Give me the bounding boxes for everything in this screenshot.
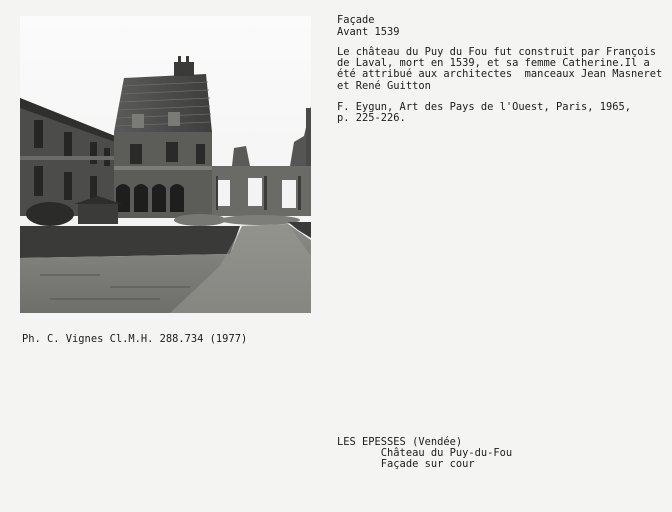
location-line: LES EPESSES (Vendée) <box>337 436 463 448</box>
location-line: Château du Puy-du-Fou <box>337 447 513 460</box>
description-line: de Laval, mort en 1539, et sa femme Catherine.Il a <box>337 57 650 70</box>
photo-drawing <box>20 16 311 313</box>
location-line: Façade sur cour <box>337 458 475 471</box>
location-block <box>337 437 512 471</box>
description-line: et René Guitton <box>337 79 431 92</box>
description-line: été attribué aux architectes manceaux Jean Masneret <box>337 68 663 81</box>
record-date: Avant 1539 <box>337 26 400 38</box>
description-block <box>337 47 662 92</box>
bibliography-line: F. Eygun, Art des Pays de l'Ouest, Paris, 1965, <box>337 101 632 113</box>
bibliography-block <box>337 102 631 124</box>
photo-credit: Ph. C. Vignes Cl.M.H. 288.734 (1977) <box>22 333 248 345</box>
bibliography-line: p. 225-226. <box>337 112 406 125</box>
description-line: Le château du Puy du Fou fut construit par François <box>337 46 657 58</box>
record-title: Façade <box>337 14 375 26</box>
chateau-facade-photograph <box>20 16 311 313</box>
